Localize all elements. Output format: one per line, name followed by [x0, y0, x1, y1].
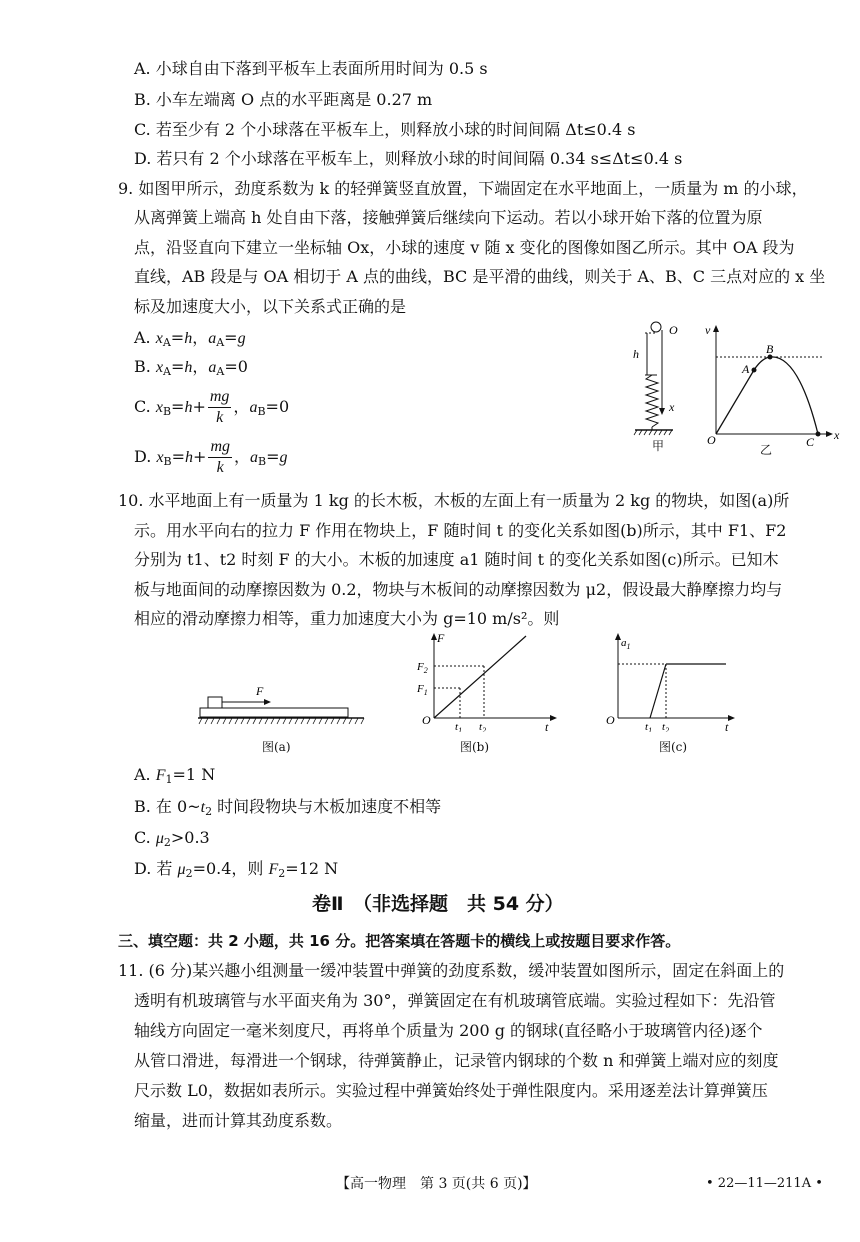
svg-text:t1: $t_1$ — [645, 721, 653, 732]
svg-text:x: x — [669, 400, 675, 414]
q9-figure-jia-caption: 甲 — [652, 439, 665, 453]
svg-text:x: x — [834, 428, 840, 442]
q10-figure-b — [414, 630, 564, 732]
svg-text:F: F — [256, 684, 264, 698]
q10-stem-line-1: 10. 水平地面上有一质量为 1 kg 的长木板，木板的左面上有一质量为 2 kg 的物块，如图(a)所 — [118, 491, 790, 510]
q10-option-c: C. $\mu_2>0.3$ — [134, 828, 210, 849]
q8-option-a: A. 小球自由下落到平板车上表面所用时间为 0.5 s — [134, 59, 488, 78]
section-title: 卷Ⅱ （非选择题 共 54 分） — [312, 893, 564, 915]
svg-text:t2: $t_2$ — [662, 721, 670, 732]
q8-option-b: B. 小车左端离 O 点的水平距离是 0.27 m — [134, 90, 433, 109]
q11-line-4: 从管口滑进，每滑进一个钢球，待弹簧静止，记录管内钢球的个数 n 和弹簧上端对应的刻度 — [134, 1051, 779, 1070]
q9-stem-line-3: 点，沿竖直向下建立一坐标轴 Ox，小球的速度 v 随 x 变化的图像如图乙所示。其中 OA 段为 — [134, 238, 795, 257]
q10-option-b: B. 在 $0\sim t_2$ 时间段物块与木板加速度不相等 — [134, 797, 442, 818]
svg-text:O: O — [669, 323, 678, 337]
q10-stem-line-2: 示。用水平向右的拉力 F 作用在物块上，F 随时间 t 的变化关系如图(b)所示，其中 F1、F2 — [134, 521, 787, 540]
q9-option-d: D. $x_B=h+$ $\frac{mg}{k}$ ，$a_B=g$ — [134, 438, 288, 476]
q9-stem-line-2: 从离弹簧上端高 h 处自由下落，接触弹簧后继续向下运动。若以小球开始下落的位置为原 — [134, 208, 763, 227]
q9-stem-line-1: 9. 如图甲所示，劲度系数为 k 的轻弹簧竖直放置，下端固定在水平地面上，一质量为 m 的小球， — [118, 179, 808, 198]
q8-option-c: C. 若至少有 2 个小球落在平板车上，则释放小球的时间间隔 Δt≤0.4 s — [134, 120, 636, 139]
svg-text:B: B — [766, 342, 774, 356]
q9-option-b: B. $x_A=h$，$a_A=0$ — [134, 357, 248, 378]
svg-text:O: O — [707, 433, 716, 446]
q11-line-5: 尺示数 L0，数据如表所示。实验过程中弹簧始终处于弹性限度内。采用逐差法计算弹簧压 — [134, 1081, 768, 1100]
q10-figure-a — [196, 680, 366, 730]
q9-option-a: A. $x_A=h$，$a_A=g$ — [134, 328, 246, 349]
svg-text:h: h — [633, 347, 639, 361]
q11-line-2: 透明有机玻璃管与水平面夹角为 30°，弹簧固定在有机玻璃管底端。实验过程如下：先沿管 — [134, 991, 776, 1010]
q11-line-1: 11. (6 分)某兴趣小组测量一缓冲装置中弹簧的劲度系数，缓冲装置如图所示，固定在斜面上的 — [118, 961, 785, 980]
q10-figure-b-caption: 图(b) — [460, 740, 490, 754]
svg-text:t: t — [545, 720, 549, 732]
q9-stem-line-4: 直线，AB 段是与 OA 相切于 A 点的曲线，BC 是平滑的曲线，则关于 A、B、C 三点对应的 x 坐 — [134, 267, 826, 286]
q10-stem-line-5: 相应的滑动摩擦力相等，重力加速度大小为 g=10 m/s²。则 — [134, 609, 560, 628]
svg-text:O: O — [606, 713, 615, 727]
q9-stem-line-5: 标及加速度大小，以下关系式正确的是 — [134, 297, 407, 316]
svg-text:O: O — [422, 713, 431, 727]
svg-text:F1: $F_1$ — [417, 683, 428, 697]
section-part3-instructions: 三、填空题：共 2 小题，共 16 分。把答案填在答题卡的横线上或按题目要求作答。 — [118, 932, 681, 950]
svg-text:t1: $t_1$ — [455, 721, 463, 732]
q10-figure-c — [598, 630, 744, 732]
footer-code: • 22—11—211A • — [706, 1176, 823, 1191]
svg-text:A: A — [742, 362, 750, 376]
svg-text:v: v — [705, 323, 711, 337]
svg-text:t: t — [725, 720, 729, 732]
q10-figure-a-caption: 图(a) — [262, 740, 291, 754]
q11-line-3: 轴线方向固定一毫米刻度尺，再将单个质量为 200 g 的钢球(直径略小于玻璃管内径)逐个 — [134, 1021, 763, 1040]
footer-page-label: 【高一物理 第 3 页(共 6 页)】 — [336, 1176, 537, 1192]
q9-figure-yi — [702, 322, 840, 446]
svg-text:F: F — [437, 631, 445, 645]
q10-option-d: D. 若 $\mu_2=0.4$，则 $F_2=12$ N — [134, 859, 339, 880]
q11-line-6: 缩量，进而计算其劲度系数。 — [134, 1111, 343, 1130]
svg-text:F2: $F_2$ — [417, 661, 428, 675]
q10-option-a: A. $F_1=1$ N — [134, 765, 216, 786]
svg-text:C: C — [806, 435, 815, 446]
q9-figure-jia — [625, 318, 695, 450]
q9-option-c: C. $x_B=h+$ $\frac{mg}{k}$ ，$a_B=0$ — [134, 388, 290, 426]
q10-stem-line-4: 板与地面间的动摩擦因数为 0.2，物块与木板间的动摩擦因数为 μ2，假设最大静摩擦力均与 — [134, 580, 783, 599]
q10-stem-line-3: 分别为 t1、t2 时刻 F 的大小。木板的加速度 a1 随时间 t 的变化关系如图(c)所示。已知木 — [134, 550, 779, 569]
svg-text:a1: $a_1$ — [621, 637, 631, 651]
q8-option-d: D. 若只有 2 个小球落在平板车上，则释放小球的时间间隔 0.34 s≤Δt≤0.4 s — [134, 149, 683, 168]
q10-figure-c-caption: 图(c) — [659, 740, 688, 754]
q9-figure-yi-caption: 乙 — [760, 443, 773, 457]
svg-text:t2: $t_2$ — [479, 721, 487, 732]
